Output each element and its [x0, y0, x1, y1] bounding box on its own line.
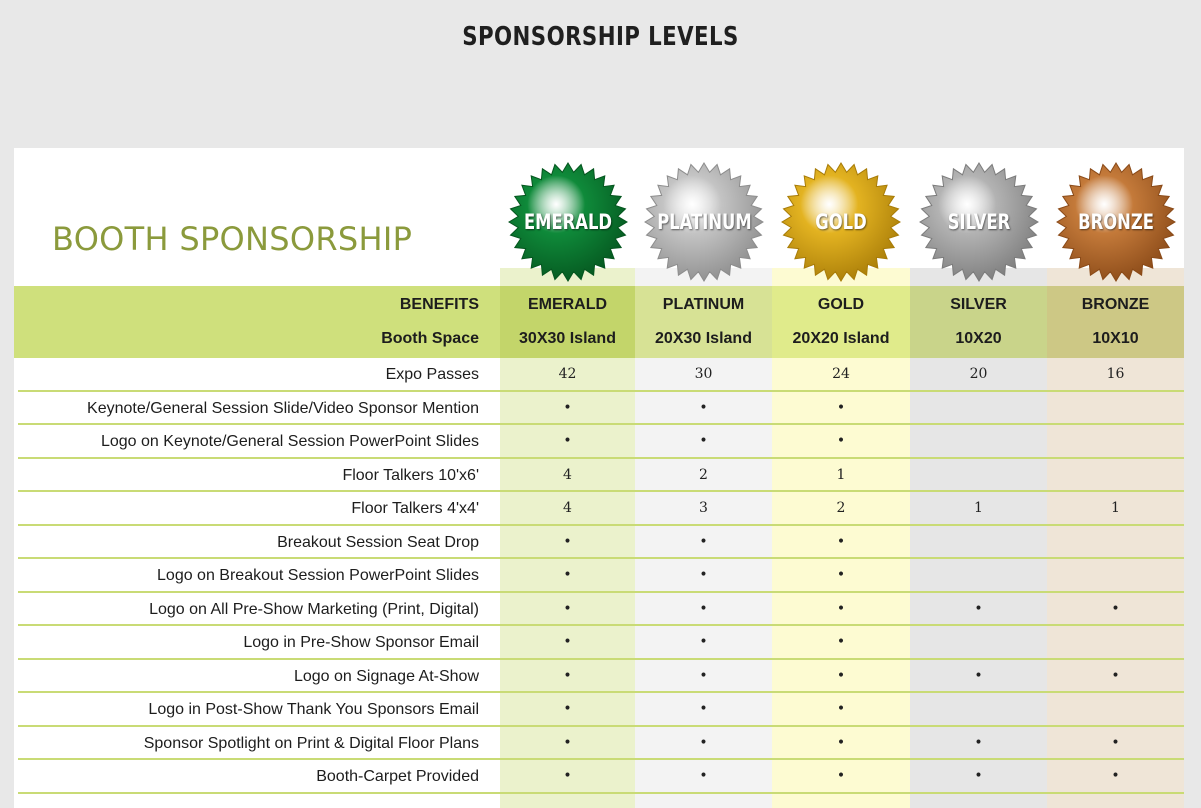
row-label: BENEFITS	[399, 296, 479, 313]
table-cell: 2	[699, 466, 708, 483]
header-cell: SILVER	[950, 296, 1007, 313]
header-cell: 20X20 Island	[792, 330, 890, 347]
table-cell: •	[974, 667, 983, 684]
table-cell: •	[836, 768, 846, 784]
table-cell: •	[699, 399, 708, 416]
table-cell: 1	[1111, 500, 1120, 516]
table-cell: •	[974, 768, 983, 784]
header-cell: 10X20	[955, 330, 1002, 347]
table-cell: •	[699, 433, 708, 449]
table-cell	[910, 626, 1047, 659]
table-cell: •	[836, 701, 846, 717]
benefit-label: Booth-Carpet Provided	[316, 768, 479, 785]
table-cell	[1047, 425, 1184, 458]
platinum-badge-label: PLATINUM	[656, 210, 752, 234]
emerald-badge	[508, 162, 628, 282]
benefit-label: Keynote/General Session Slide/Video Sponsor Mention	[87, 399, 479, 417]
silver-badge	[919, 162, 1039, 282]
table-cell: •	[836, 634, 846, 650]
header-cell: EMERALD	[527, 296, 608, 313]
row-label: Booth Space	[381, 330, 479, 347]
table-cell	[1047, 559, 1184, 592]
table-cell: •	[836, 433, 846, 449]
table-cell: •	[974, 734, 983, 751]
emerald-badge-label: EMERALD	[523, 210, 612, 234]
table-cell: •	[699, 567, 708, 583]
table-cell	[1047, 693, 1184, 726]
platinum-badge	[644, 162, 764, 282]
table-cell: •	[699, 768, 708, 784]
benefit-label: Logo in Pre-Show Sponsor Email	[243, 634, 479, 651]
table-cell	[910, 559, 1047, 592]
table-cell: •	[1111, 768, 1120, 784]
table-cell: 4	[563, 466, 572, 483]
benefit-label: Logo on All Pre-Show Marketing (Print, Digital)	[149, 600, 479, 618]
booth-space-row	[14, 322, 1184, 356]
table-cell: •	[974, 600, 983, 617]
table-cell	[910, 693, 1047, 726]
table-cell: 20	[969, 366, 988, 382]
table-row	[14, 660, 1184, 694]
table-row	[14, 358, 1184, 392]
table-cell: •	[563, 734, 572, 751]
table-cell: •	[563, 567, 572, 583]
table-cell: •	[563, 768, 572, 784]
benefit-label: Logo on Signage At-Show	[293, 667, 479, 685]
table-cell: •	[836, 667, 846, 684]
table-cell: •	[563, 667, 572, 684]
table-row	[14, 693, 1184, 727]
table-cell: 42	[558, 366, 577, 382]
row-divider	[18, 792, 1184, 794]
table-row	[14, 526, 1184, 560]
table-cell	[910, 425, 1047, 458]
bronze-badge	[1056, 162, 1176, 282]
table-cell: •	[699, 533, 708, 550]
benefit-label: Logo on Breakout Session PowerPoint Slides	[157, 567, 479, 584]
table-cell: •	[1111, 734, 1120, 751]
table-row	[14, 626, 1184, 660]
table-cell: •	[563, 701, 572, 717]
table-cell: •	[699, 667, 708, 684]
table-cell: •	[699, 634, 708, 650]
table-row	[14, 727, 1184, 761]
table-cell: 30	[694, 366, 713, 382]
table-cell	[910, 526, 1047, 559]
gold-badge-label: GOLD	[815, 210, 867, 234]
table-cell: •	[563, 533, 572, 550]
table-cell: 3	[699, 500, 708, 516]
table-cell: 4	[563, 500, 572, 516]
table-cell	[1047, 392, 1184, 425]
header-cell: PLATINUM	[662, 296, 745, 313]
table-row	[14, 392, 1184, 426]
page-title: SPONSORSHIP LEVELS	[462, 22, 739, 52]
table-cell: •	[836, 600, 846, 617]
table-row	[14, 593, 1184, 627]
table-cell: 24	[832, 366, 850, 382]
table-cell: 2	[836, 500, 846, 516]
header-cell: BRONZE	[1081, 296, 1150, 313]
header-cell: 30X30 Island	[519, 330, 616, 347]
booth-sponsorship-title: BOOTH SPONSORSHIP	[52, 220, 413, 258]
benefit-label: Logo in Post-Show Thank You Sponsors Email	[148, 701, 479, 718]
table-cell: •	[836, 734, 846, 751]
table-cell: •	[699, 734, 708, 751]
table-row	[14, 425, 1184, 459]
header-cell: GOLD	[817, 296, 865, 313]
benefit-label: Expo Passes	[385, 366, 479, 383]
table-cell: •	[1111, 600, 1120, 617]
benefits-header-row	[14, 288, 1184, 322]
table-cell: 1	[836, 466, 846, 483]
table-cell: •	[836, 399, 846, 416]
table-row	[14, 492, 1184, 526]
table-cell: 16	[1106, 366, 1125, 382]
table-cell: •	[563, 399, 572, 416]
table-cell: •	[563, 600, 572, 617]
benefit-label: Breakout Session Seat Drop	[277, 533, 479, 551]
benefit-label: Floor Talkers 4'x4'	[351, 500, 479, 517]
table-cell: •	[563, 433, 572, 449]
bronze-badge-label: BRONZE	[1077, 210, 1154, 234]
table-cell: 1	[974, 500, 983, 516]
table-cell	[910, 392, 1047, 425]
table-cell: •	[563, 634, 572, 650]
table-cell	[1047, 626, 1184, 659]
table-row	[14, 559, 1184, 593]
benefit-label: Sponsor Spotlight on Print & Digital Floor Plans	[143, 734, 479, 752]
table-row	[14, 760, 1184, 794]
header-cell: 20X30 Island	[655, 330, 752, 347]
table-cell: •	[1111, 667, 1120, 684]
table-row	[14, 459, 1184, 493]
table-cell: •	[836, 533, 846, 550]
table-cell	[1047, 459, 1184, 492]
sponsorship-table-card	[14, 148, 1184, 808]
table-cell: •	[699, 600, 708, 617]
table-cell: •	[836, 567, 846, 583]
table-cell	[910, 459, 1047, 492]
gold-badge	[781, 162, 901, 282]
table-cell: •	[699, 701, 708, 717]
header-cell: 10X10	[1092, 330, 1139, 347]
benefit-label: Floor Talkers 10'x6'	[342, 466, 479, 484]
table-cell	[1047, 526, 1184, 559]
silver-badge-label: SILVER	[947, 210, 1010, 234]
benefit-label: Logo on Keynote/General Session PowerPoint Slides	[100, 433, 479, 450]
